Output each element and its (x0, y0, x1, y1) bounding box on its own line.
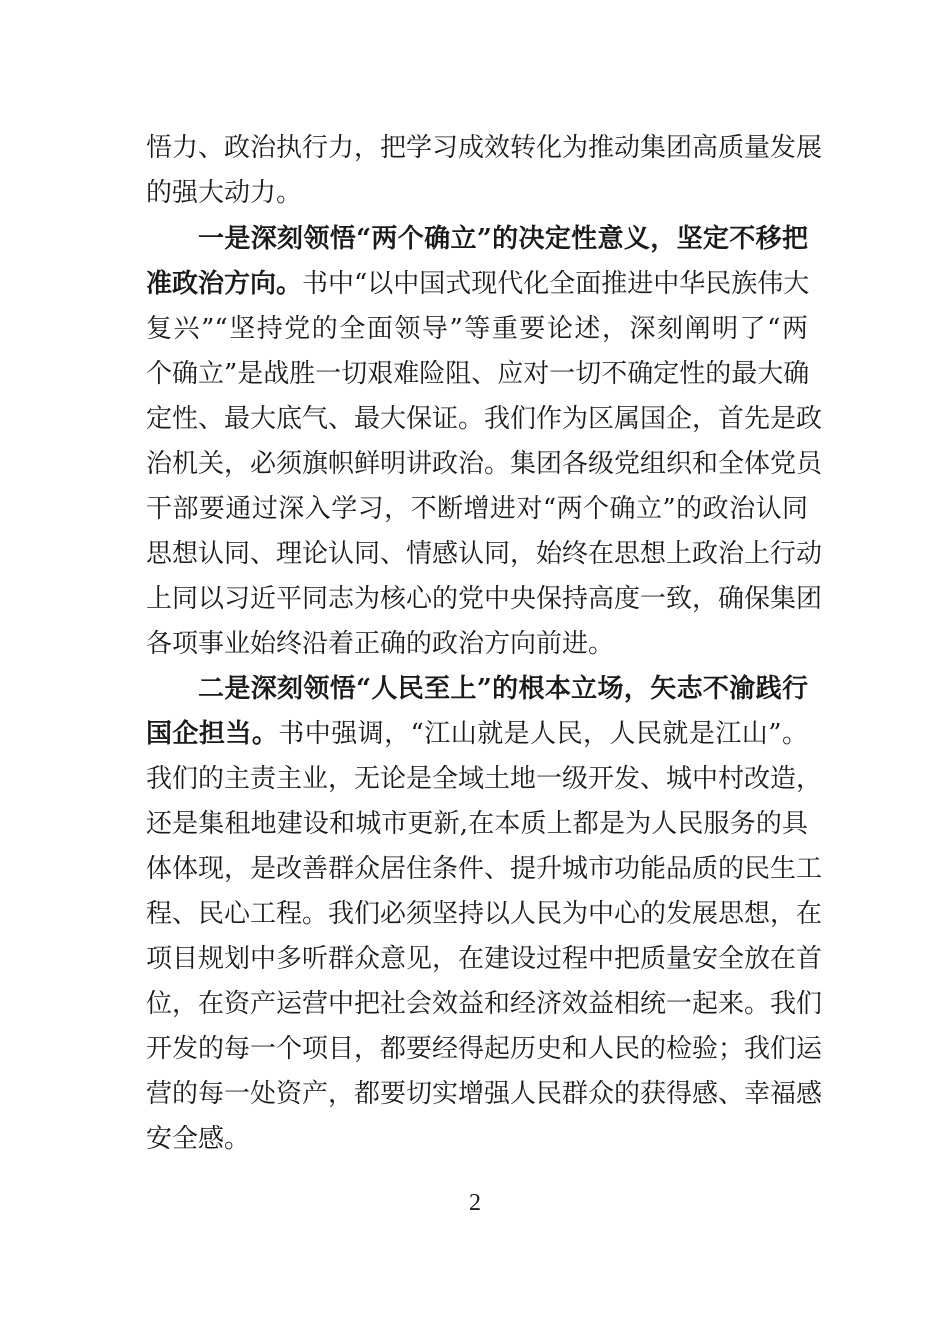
text-line: 还是集租地建设和城市更新,在本质上都是为人民服务的具 (146, 809, 808, 839)
text-line: 干部要通过深入学习，不断增进对“两个确立”的政治认同 (146, 494, 808, 524)
text-line: 营的每一处资产，都要切实增强人民群众的获得感、幸福感 (146, 1079, 823, 1109)
text-line: 上同以习近平同志为核心的党中央保持高度一致，确保集团 (146, 584, 823, 614)
paragraph-heading-continued: 准政治方向。 (146, 269, 303, 299)
page-number: 2 (469, 1190, 481, 1216)
text-line: 程、民心工程。我们必须坚持以人民为中心的发展思想，在 (146, 899, 823, 929)
text-line: 个确立”是战胜一切艰难险阻、应对一切不确定性的最大确 (146, 359, 810, 389)
text-line: 各项事业始终沿着正确的政治方向前进。 (146, 629, 615, 659)
paragraph-heading: 二是深刻领悟“人民至上”的根本立场，矢志不渝践行 (198, 674, 808, 704)
text-line (146, 714, 808, 754)
text-line: 体体现，是改善群众居住条件、提升城市功能品质的民生工 (146, 854, 823, 884)
text-line: 复兴”“坚持党的全面领导”等重要论述，深刻阐明了“两 (146, 314, 808, 344)
text-line: 安全感。 (146, 1124, 251, 1154)
text-line: 项目规划中多听群众意见，在建设过程中把质量安全放在首 (146, 944, 823, 974)
text-line: 治机关，必须旗帜鲜明讲政治。集团各级党组织和全体党员 (146, 449, 823, 479)
text-span: 书中“以中国式现代化全面推进中华民族伟大 (302, 269, 810, 299)
text-line: 定性、最大底气、最大保证。我们作为区属国企，首先是政 (146, 404, 823, 434)
paragraph-heading: 一是深刻领悟“两个确立”的决定性意义，坚定不移把 (198, 224, 808, 254)
text-line (146, 264, 808, 304)
text-line: 我们的主责主业，无论是全域土地一级开发、城中村改造， (146, 764, 823, 794)
text-span: 书中强调，“江山就是人民，人民就是江山”。 (278, 719, 808, 749)
text-line: 位，在资产运营中把社会效益和经济效益相统一起来。我们 (146, 989, 823, 1019)
text-line: 思想认同、理论认同、情感认同，始终在思想上政治上行动 (146, 539, 823, 569)
text-line: 的强大动力。 (146, 178, 303, 208)
text-line: 开发的每一个项目，都要经得起历史和人民的检验；我们运 (146, 1034, 823, 1064)
paragraph-heading-continued: 国企担当。 (146, 719, 279, 749)
text-line: 悟力、政治执行力，把学习成效转化为推动集团高质量发展 (146, 133, 823, 163)
